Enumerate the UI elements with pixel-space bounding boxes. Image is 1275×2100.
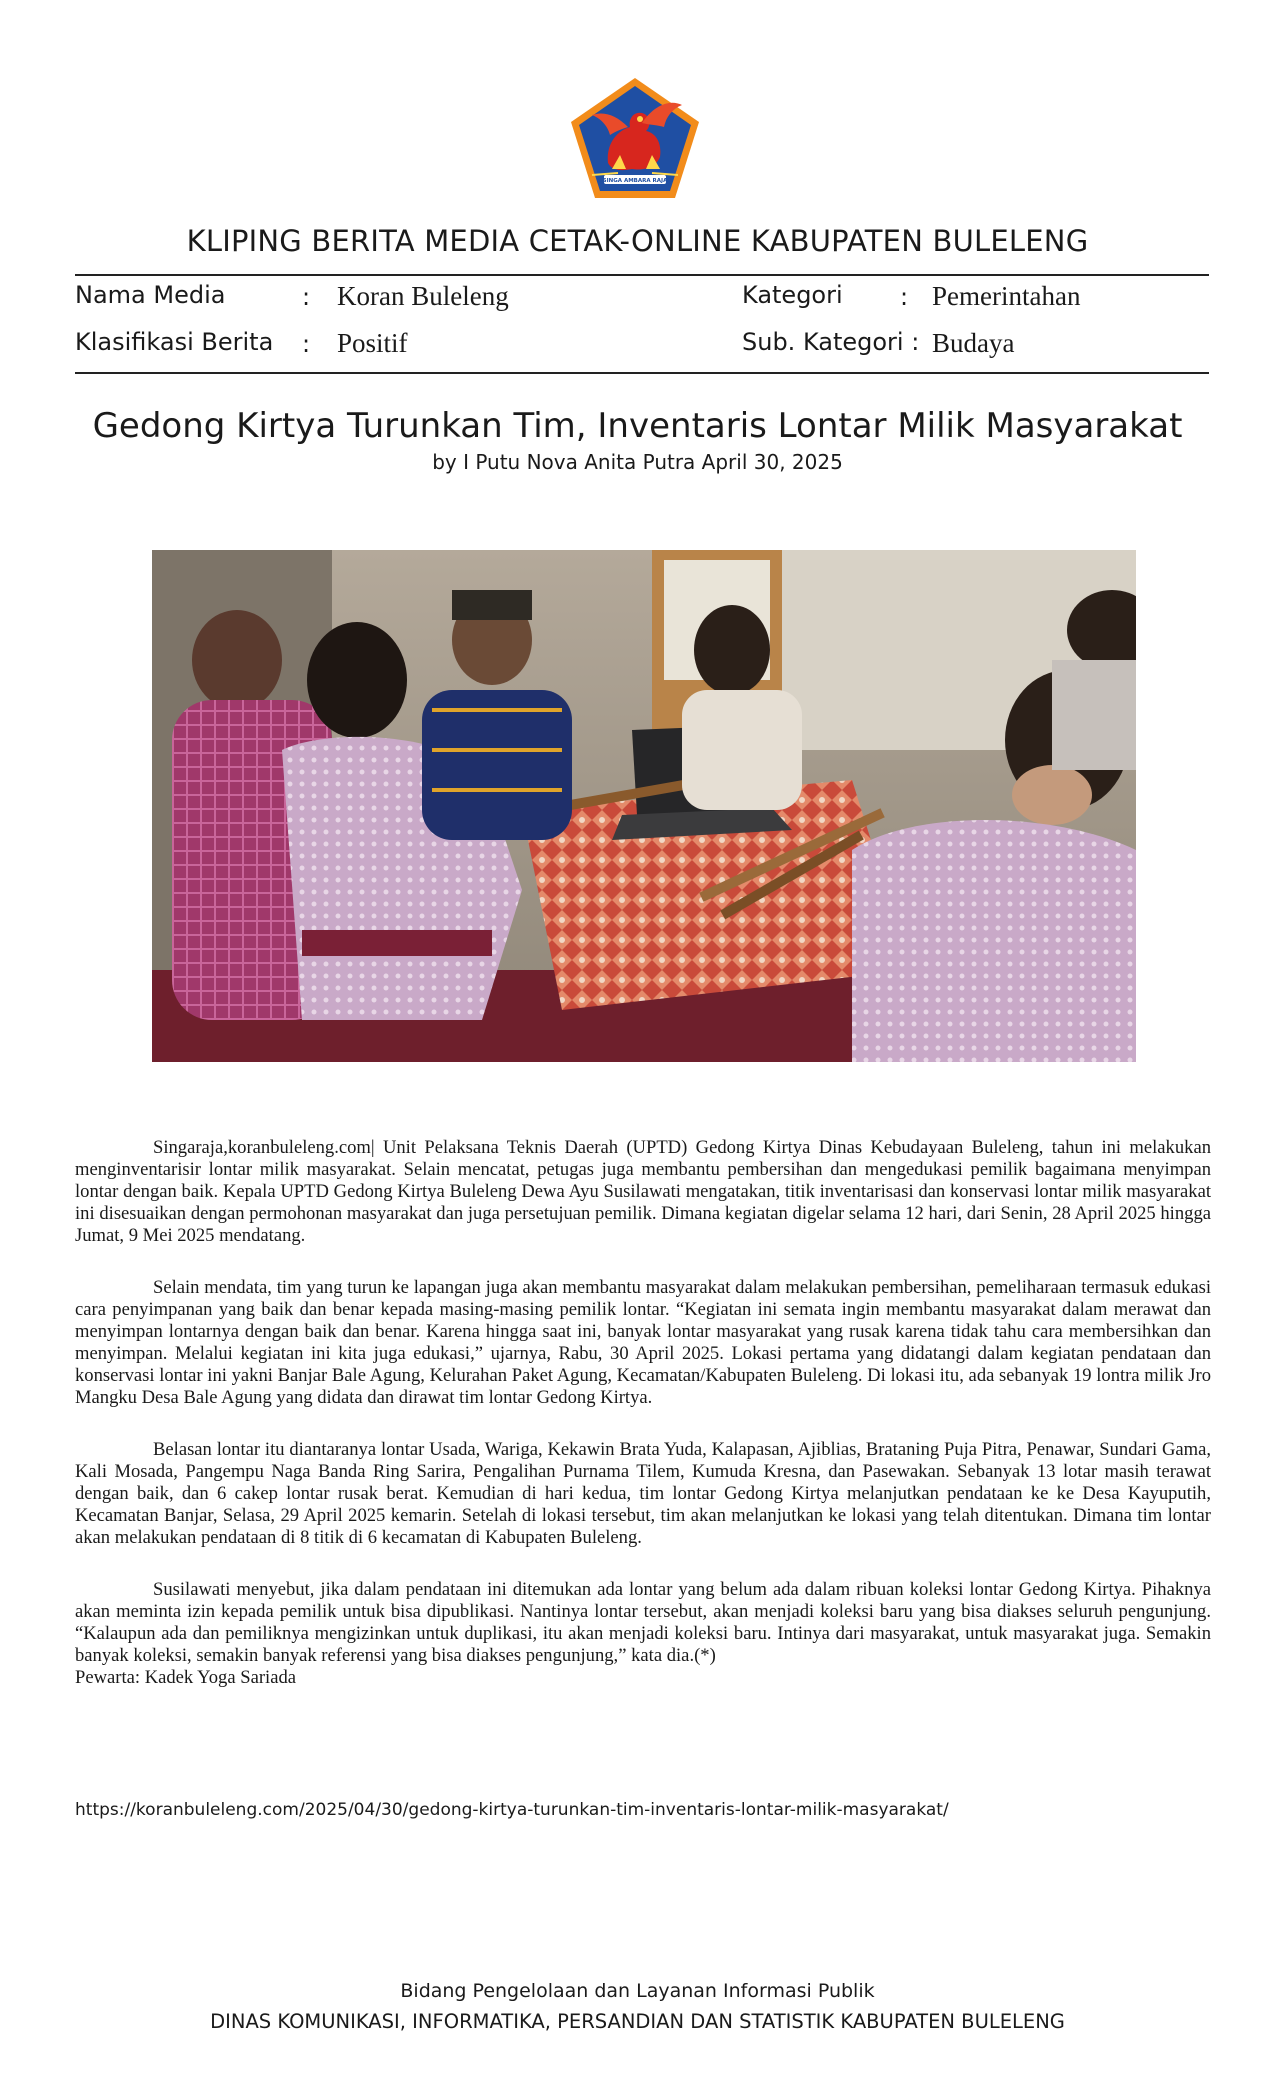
header-divider-top [75, 274, 1209, 276]
footer-agency: DINAS KOMUNIKASI, INFORMATIKA, PERSANDIAN DAN STATISTIK KABUPATEN BULELENG [210, 2010, 1065, 2033]
logo-caption: SINGA AMBARA RAJA [602, 178, 668, 184]
subkategori-value: Budaya [932, 328, 1015, 358]
article-credit: Pewarta: Kadek Yoga Sariada [75, 1667, 296, 1688]
article-paragraph: Belasan lontar itu diantaranya lontar Usada, Wariga, Kekawin Brata Yuda, Kalapasan, Ajiblias, Brataning Puja Pitra, Penawar, Sundari Gama, Kali Mosada, Pangempu Naga Banda Ring Sarira, Pengalihan Purnama Tilem, Kumuda Kresna, dan Pasewakan. Sebanyak 13 lotar masih terawat dengan baik, dan 6 cakep lontar rusak berat. Kemudian di hari kedua, tim lontar Gedong Kirtya melanjutkan pendataan ke ke Desa Kayuputih, Kecamatan Banjar, Selasa, 29 April 2025 kemarin. Setelah di lokasi tersebut, tim akan melanjutkan ke lokasi yang telah ditentukan. Dimana tim lontar akan melakukan pendataan di 8 titik di 6 kecamatan di Kabupaten Buleleng. [75, 1439, 1211, 1548]
news-photo [152, 550, 1136, 1062]
source-url-link[interactable]: https://koranbuleleng.com/2025/04/30/gedong-kirtya-turunkan-tim-inventaris-lontar-milik-masyarakat/ [75, 1800, 949, 1820]
kategori-colon: : [900, 283, 909, 311]
article-paragraph: Susilawati menyebut, jika dalam pendataan ini ditemukan ada lontar yang belum ada dalam ribuan koleksi lontar Gedong Kirtya. Pihaknya akan meminta izin kepada pemilik untuk bisa dipublikasi. Nantinya lontar tersebut, akan menjadi koleksi baru yang bisa diakses seluruh pengunjung. “Kalaupun ada dan pemiliknya mengizinkan untuk duplikasi, itu akan menjadi koleksi baru. Intinya dari masyarakat, untuk masyarakat juga. Semakin banyak koleksi, semakin banyak referensi yang bisa diakses pengunjung,” kata dia.(*) [75, 1579, 1211, 1666]
kategori-value: Pemerintahan [932, 281, 1081, 311]
subkategori-label: Sub. Kategori : [742, 328, 920, 356]
kategori-label: Kategori [742, 281, 843, 309]
article-byline: by I Putu Nova Anita Putra April 30, 2025 [432, 450, 843, 474]
klasifikasi-colon: : [302, 330, 311, 358]
article-paragraph: Selain mendata, tim yang turun ke lapangan juga akan membantu masyarakat dalam melakukan pembersihan, pemeliharaan termasuk edukasi cara penyimpanan yang baik dan benar kepada masing-masing pemilik lontar. “Kegiatan ini semata ingin membantu masyarakat dalam merawat dan menyimpan lontarnya dengan baik dan benar. Karena hingga saat ini, banyak lontar masyarakat yang rusak karena tidak tahu cara membersihkan dan menyimpan. Melalui kegiatan ini kita juga edukasi,” ujarnya, Rabu, 30 April 2025. Lokasi pertama yang didatangi dalam kegiatan pendataan dan konservasi lontar ini yakni Banjar Bale Agung, Kelurahan Paket Agung, Kecamatan/Kabupaten Buleleng. Di lokasi itu, ada sebanyak 19 lontra milik Jro Mangku Desa Bale Agung yang didata dan dirawat tim lontar Gedong Kirtya. [75, 1277, 1211, 1408]
page-title: KLIPING BERITA MEDIA CETAK-ONLINE KABUPATEN BULELENG [186, 224, 1089, 258]
media-value: Koran Buleleng [337, 281, 509, 311]
singa-ambara-raja-logo-icon [568, 75, 702, 201]
klasifikasi-label: Klasifikasi Berita [75, 328, 274, 356]
article-paragraph: Singaraja,koranbuleleng.com| Unit Pelaksana Teknis Daerah (UPTD) Gedong Kirtya Dinas Kebudayaan Buleleng, tahun ini melakukan menginventarisir lontar milik masyarakat. Selain mencatat, petugas juga membantu pembersihan dan mengedukasi pemilik bagaimana menyimpan lontar dengan baik. Kepala UPTD Gedong Kirtya Buleleng Dewa Ayu Susilawati mengatakan, titik inventarisasi dan konservasi lontar milik masyarakat ini disesuaikan dengan permohonan masyarakat dan juga persetujuan pemilik. Dimana kegiatan digelar selama 12 hari, dari Senin, 28 April 2025 hingga Jumat, 9 Mei 2025 mendatang. [75, 1137, 1211, 1246]
article-title: Gedong Kirtya Turunkan Tim, Inventaris Lontar Milik Masyarakat [92, 406, 1183, 446]
klasifikasi-value: Positif [337, 328, 408, 358]
footer-department: Bidang Pengelolaan dan Layanan Informasi Publik [400, 1980, 875, 2002]
media-colon: : [302, 283, 311, 311]
header-divider-bottom [75, 372, 1209, 374]
article-body [75, 1137, 1211, 1689]
media-label: Nama Media [75, 281, 226, 309]
